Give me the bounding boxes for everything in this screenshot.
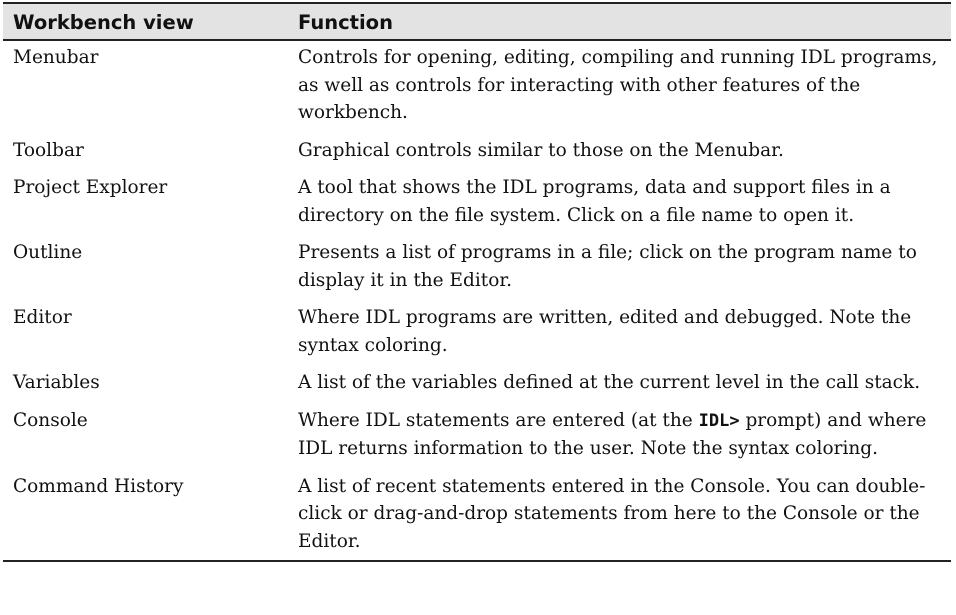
view-cell: Command History bbox=[3, 470, 288, 562]
function-cell: A tool that shows the IDL programs, data and support files in a directory on the file system. Click on a file name to open it. bbox=[298, 177, 891, 226]
table-row bbox=[3, 236, 951, 301]
header-workbench-view: Workbench view bbox=[3, 3, 288, 40]
view-cell: Toolbar bbox=[13, 139, 84, 161]
function-cell: Presents a list of programs in a file; click on the program name to display it in the Editor. bbox=[298, 242, 917, 291]
view-cell: Project Explorer bbox=[13, 177, 168, 198]
view-cell: Outline bbox=[13, 242, 83, 263]
header-function: Function bbox=[288, 3, 951, 40]
view-cell: Variables bbox=[13, 372, 100, 393]
idl-prompt-code: IDL> bbox=[698, 410, 740, 431]
function-cell: A list of the variables defined at the current level in the call stack. bbox=[298, 372, 921, 393]
function-text-after: prompt) and where IDL returns information to the user. Note the syntax coloring. bbox=[298, 409, 927, 459]
function-cell: Controls for opening, editing, compiling and running IDL programs, as well as controls for interacting with other features of the workbench. bbox=[298, 47, 938, 123]
table-row bbox=[3, 301, 951, 366]
function-cell bbox=[288, 404, 951, 470]
table-header-row bbox=[3, 3, 951, 40]
workbench-views-table bbox=[3, 2, 951, 562]
table-row bbox=[3, 40, 951, 134]
table-row bbox=[3, 404, 951, 470]
function-cell: Where IDL programs are written, edited and debugged. Note the syntax coloring. bbox=[298, 307, 912, 356]
view-cell: Console bbox=[13, 409, 88, 431]
view-cell: Menubar bbox=[13, 47, 99, 68]
function-cell: Graphical controls similar to those on the Menubar. bbox=[298, 139, 784, 161]
view-cell: Editor bbox=[13, 307, 72, 328]
table-row bbox=[3, 470, 951, 562]
table-row bbox=[3, 171, 951, 236]
function-cell: A list of recent statements entered in the Console. You can double-click or drag-and-drop statements from here to the Console or the Editor. bbox=[288, 470, 951, 562]
function-text-before: Where IDL statements are entered (at the bbox=[298, 409, 699, 431]
table-row bbox=[3, 134, 951, 172]
table-row bbox=[3, 366, 951, 404]
